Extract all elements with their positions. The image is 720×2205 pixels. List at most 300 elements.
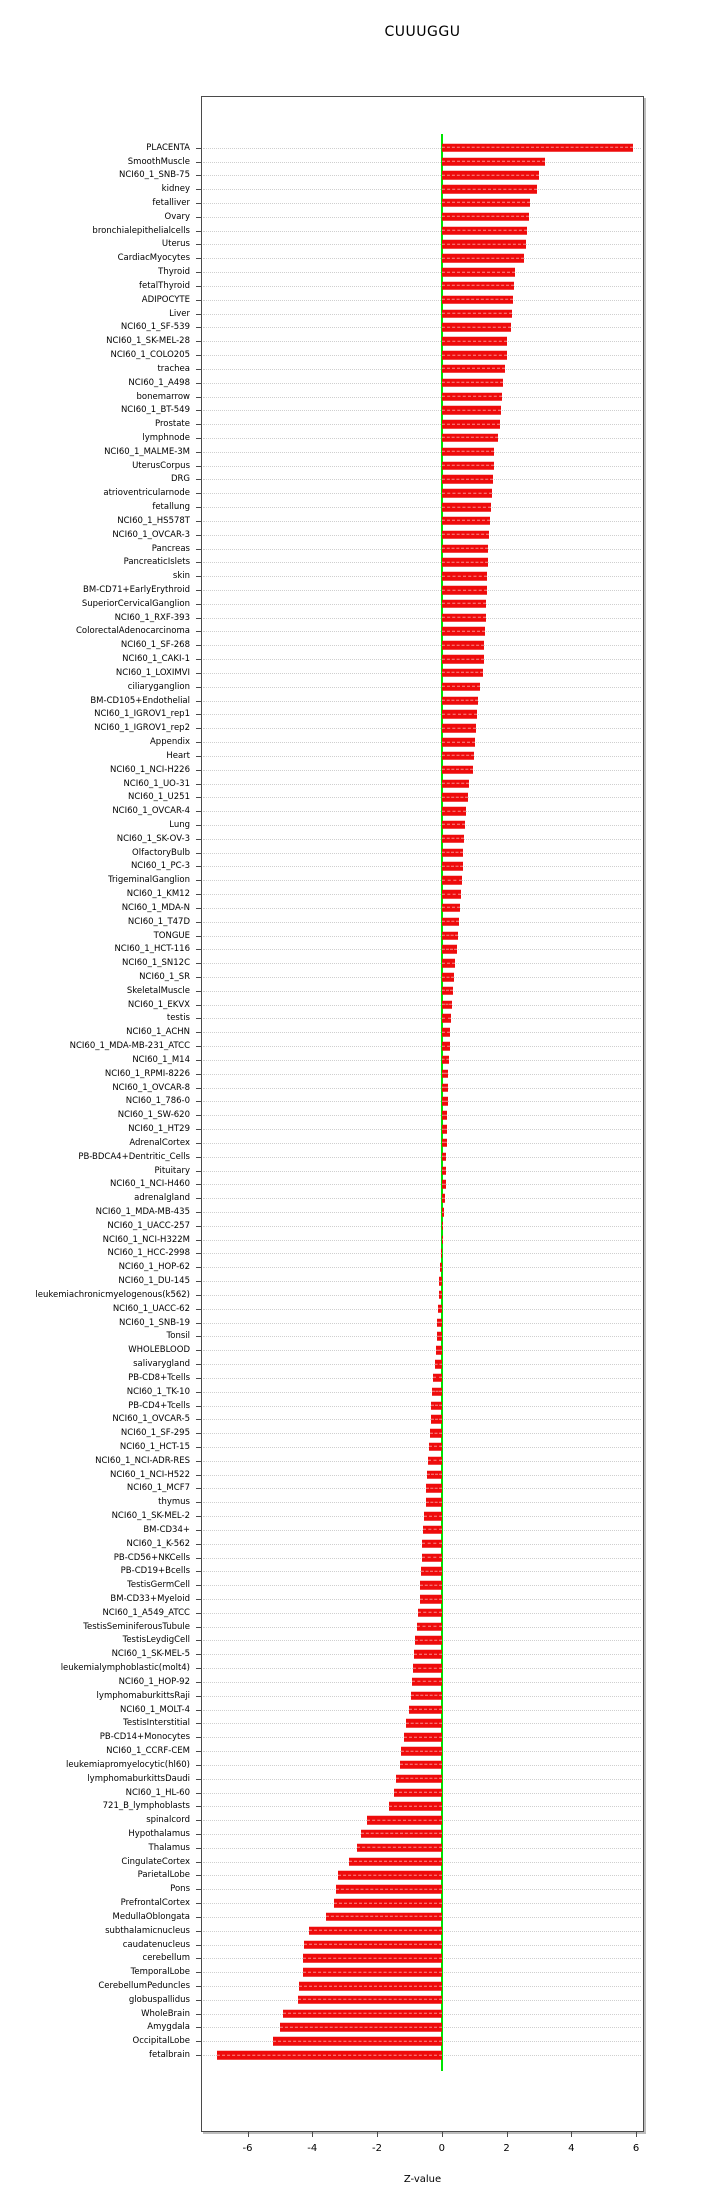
chart-row: [0, 528, 720, 542]
bar: [409, 1705, 441, 1714]
chart-row: [0, 694, 720, 708]
bar: [326, 1913, 442, 1922]
gridline: [203, 936, 641, 937]
y-axis-tick: [196, 217, 202, 218]
chart-row: [0, 984, 720, 998]
y-axis-tick: [196, 2014, 202, 2015]
gridline: [203, 1157, 641, 1158]
y-axis-tick: [196, 1599, 202, 1600]
category-label: Liver: [169, 308, 190, 319]
gridline: [203, 507, 641, 508]
y-axis-tick: [196, 1350, 202, 1351]
bar: [429, 1443, 441, 1452]
category-label: NCI60_1_OVCAR-5: [112, 1414, 190, 1425]
gridline: [203, 272, 641, 273]
bar: [361, 1830, 442, 1839]
category-label: NCI60_1_U251: [128, 792, 190, 803]
chart-row: [0, 265, 720, 279]
chart-row: [0, 1979, 720, 1993]
gridline: [203, 314, 641, 315]
chart-row: [0, 279, 720, 293]
gridline: [203, 1129, 641, 1130]
gridline: [203, 659, 641, 660]
gridline: [203, 1060, 641, 1061]
bar: [442, 1000, 452, 1009]
y-axis-tick: [196, 1461, 202, 1462]
chart-row: [0, 1896, 720, 1910]
bar: [442, 1056, 449, 1065]
category-label: PB-CD8+Tcells: [128, 1372, 190, 1383]
gridline: [203, 189, 641, 190]
category-label: DRG: [170, 474, 190, 485]
x-axis-tick: [377, 2132, 378, 2137]
category-label: NCI60_1_SW-620: [117, 1109, 190, 1120]
category-label: TestisLeydigCell: [122, 1635, 190, 1646]
chart-row: [0, 1385, 720, 1399]
bar: [431, 1401, 441, 1410]
bar: [442, 351, 507, 360]
bar: [401, 1747, 441, 1756]
bar: [415, 1636, 442, 1645]
category-label: Pancreas: [151, 543, 190, 554]
category-label: spinalcord: [146, 1814, 190, 1825]
bar: [442, 821, 465, 830]
bar: [430, 1429, 442, 1438]
y-axis-tick: [196, 1129, 202, 1130]
y-axis-tick: [196, 383, 202, 384]
chart-row: [0, 1482, 720, 1496]
x-tick-label: 6: [632, 2143, 640, 2154]
bar: [442, 765, 473, 774]
chart-row: [0, 307, 720, 321]
gridline: [203, 1143, 641, 1144]
bar: [217, 2051, 442, 2060]
y-axis-tick: [196, 549, 202, 550]
category-label: SuperiorCervicalGanglion: [81, 598, 190, 609]
category-label: fetalThyroid: [139, 280, 190, 291]
bar: [442, 1222, 444, 1231]
y-axis-tick: [196, 770, 202, 771]
chart-row: [0, 1440, 720, 1454]
gridline: [203, 770, 641, 771]
bar: [442, 365, 505, 374]
gridline: [203, 1226, 641, 1227]
gridline: [203, 217, 641, 218]
chart-row: [0, 1910, 720, 1924]
y-axis-tick: [196, 1295, 202, 1296]
bar: [432, 1387, 442, 1396]
x-tick-label: -6: [242, 2143, 253, 2154]
bar: [442, 627, 485, 636]
chart-row: [0, 970, 720, 984]
category-label: lymphnode: [142, 432, 190, 443]
y-axis-tick: [196, 825, 202, 826]
category-label: NCI60_1_MDA-MB-435: [95, 1206, 190, 1217]
gridline: [203, 562, 641, 563]
chart-row: [0, 473, 720, 487]
chart-row: [0, 2034, 720, 2048]
gridline: [203, 535, 641, 536]
bar: [303, 1968, 442, 1977]
bar: [442, 489, 492, 498]
gridline: [203, 894, 641, 895]
category-label: NCI60_1_UACC-62: [112, 1303, 190, 1314]
chart-row: [0, 1606, 720, 1620]
y-axis-tick: [196, 1433, 202, 1434]
category-label: NCI60_1_SK-OV-3: [116, 833, 190, 844]
y-axis-tick: [196, 1406, 202, 1407]
chart-row: [0, 1233, 720, 1247]
y-axis-tick: [196, 1820, 202, 1821]
category-label: ADIPOCYTE: [141, 294, 190, 305]
y-axis-tick: [196, 341, 202, 342]
category-label: Heart: [166, 750, 190, 761]
x-axis-tick: [571, 2132, 572, 2137]
y-axis-tick: [196, 1558, 202, 1559]
chart-row: [0, 403, 720, 417]
y-axis-tick: [196, 1018, 202, 1019]
y-axis-tick: [196, 1184, 202, 1185]
chart-row: [0, 1661, 720, 1675]
category-label: NCI60_1_HT29: [128, 1123, 190, 1134]
category-label: NCI60_1_SK-MEL-5: [111, 1649, 190, 1660]
y-axis-tick: [196, 659, 202, 660]
y-axis-tick: [196, 1530, 202, 1531]
chart-row: [0, 708, 720, 722]
bar: [411, 1692, 442, 1701]
chart-row: [0, 873, 720, 887]
category-label: globuspallidus: [128, 1994, 190, 2005]
bar: [442, 1083, 448, 1092]
bar: [442, 973, 454, 982]
gridline: [203, 1212, 641, 1213]
chart-row: [0, 1924, 720, 1938]
category-label: PB-CD4+Tcells: [128, 1400, 190, 1411]
category-label: Amygdala: [147, 2022, 190, 2033]
gridline: [203, 1088, 641, 1089]
chart-row: [0, 1108, 720, 1122]
gridline: [203, 452, 641, 453]
y-axis-tick: [196, 811, 202, 812]
gridline: [203, 1530, 641, 1531]
y-axis-tick: [196, 936, 202, 937]
bar: [418, 1609, 441, 1618]
x-tick-label: -4: [307, 2143, 318, 2154]
y-axis-tick: [196, 1627, 202, 1628]
y-axis-tick: [196, 853, 202, 854]
gridline: [203, 839, 641, 840]
y-axis-tick: [196, 2041, 202, 2042]
gridline: [203, 341, 641, 342]
category-label: CerebellumPeduncles: [98, 1980, 190, 1991]
bar: [299, 1982, 441, 1991]
gridline: [203, 576, 641, 577]
chart-row: [0, 956, 720, 970]
chart-row: [0, 1136, 720, 1150]
bar: [442, 309, 513, 318]
chart-row: [0, 542, 720, 556]
category-label: Lung: [169, 819, 190, 830]
bar: [442, 1028, 450, 1037]
chart-row: [0, 1689, 720, 1703]
chart-row: [0, 362, 720, 376]
chart-row: [0, 2048, 720, 2062]
category-label: NCI60_1_NCI-ADR-RES: [95, 1455, 190, 1466]
category-label: NCI60_1_SR: [139, 971, 190, 982]
bar: [334, 1899, 442, 1908]
y-axis-tick: [196, 1917, 202, 1918]
category-label: BM-CD34+: [143, 1524, 190, 1535]
bar: [412, 1678, 442, 1687]
bar: [280, 2023, 442, 2032]
category-label: cerebellum: [142, 1953, 190, 1964]
bar: [336, 1885, 442, 1894]
bar: [438, 1305, 442, 1314]
category-label: Thyroid: [158, 266, 190, 277]
bar: [417, 1622, 442, 1631]
category-label: 721_B_lymphoblasts: [102, 1801, 190, 1812]
y-axis-tick: [196, 1419, 202, 1420]
chart-row: [0, 1537, 720, 1551]
category-label: NCI60_1_NCI-H460: [109, 1179, 190, 1190]
chart-row: [0, 1274, 720, 1288]
bar: [442, 406, 501, 415]
chart-row: [0, 1495, 720, 1509]
gridline: [203, 1198, 641, 1199]
gridline: [203, 162, 641, 163]
gridline: [203, 327, 641, 328]
y-axis-tick: [196, 1143, 202, 1144]
category-label: ColorectalAdenocarcinoma: [76, 626, 190, 637]
bar: [442, 1194, 445, 1203]
chart-row: [0, 915, 720, 929]
bar: [442, 655, 484, 664]
gridline: [203, 991, 641, 992]
gridline: [203, 922, 641, 923]
category-label: NCI60_1_HCC-2998: [107, 1248, 190, 1259]
category-label: trachea: [157, 363, 190, 374]
y-axis-tick: [196, 1903, 202, 1904]
bar: [442, 904, 460, 913]
gridline: [203, 1475, 641, 1476]
gridline: [203, 1350, 641, 1351]
y-axis-tick: [196, 1253, 202, 1254]
chart-row: [0, 1095, 720, 1109]
category-label: NCI60_1_RXF-393: [114, 612, 190, 623]
chart-row: [0, 625, 720, 639]
gridline: [203, 797, 641, 798]
bar: [442, 1180, 446, 1189]
bar: [441, 1249, 442, 1258]
category-label: TestisInterstitial: [123, 1718, 190, 1729]
y-axis-tick: [196, 397, 202, 398]
bar: [437, 1318, 442, 1327]
chart-row: [0, 1288, 720, 1302]
category-label: NCI60_1_DU-145: [118, 1275, 190, 1286]
y-axis-tick: [196, 2000, 202, 2001]
gridline: [203, 203, 641, 204]
category-label: Uterus: [161, 239, 190, 250]
y-axis-tick: [196, 1157, 202, 1158]
y-axis-tick: [196, 244, 202, 245]
category-label: NCI60_1_OVCAR-4: [112, 805, 190, 816]
y-axis-tick: [196, 2027, 202, 2028]
gridline: [203, 853, 641, 854]
y-axis-tick: [196, 1945, 202, 1946]
category-label: bronchialepithelialcells: [92, 225, 190, 236]
chart-row: [0, 1205, 720, 1219]
chart-row: [0, 1869, 720, 1883]
bar: [442, 475, 493, 484]
chart-row: [0, 942, 720, 956]
chart-row: [0, 1993, 720, 2007]
gridline: [203, 1419, 641, 1420]
gridline: [203, 1281, 641, 1282]
y-axis-tick: [196, 1226, 202, 1227]
chart-row: [0, 1343, 720, 1357]
category-label: NCI60_1_MDA-N: [121, 902, 190, 913]
gridline: [203, 604, 641, 605]
y-axis-tick: [196, 631, 202, 632]
category-label: BM-CD33+Myeloid: [110, 1593, 190, 1604]
category-label: TemporalLobe: [130, 1966, 190, 1977]
y-axis-tick: [196, 1931, 202, 1932]
bar: [442, 917, 459, 926]
category-label: NCI60_1_HOP-62: [118, 1262, 190, 1273]
category-label: NCI60_1_CCRF-CEM: [106, 1745, 190, 1756]
category-label: NCI60_1_HS578T: [117, 515, 190, 526]
y-axis-tick: [196, 1889, 202, 1890]
chart-row: [0, 1951, 720, 1965]
bar: [442, 544, 489, 553]
bar: [442, 1125, 447, 1134]
chart-row: [0, 390, 720, 404]
y-axis-tick: [196, 1544, 202, 1545]
category-label: NCI60_1_MDA-MB-231_ATCC: [69, 1040, 190, 1051]
y-axis-tick: [196, 258, 202, 259]
y-axis-tick: [196, 438, 202, 439]
category-label: NCI60_1_UACC-257: [107, 1220, 190, 1231]
y-axis-tick: [196, 1668, 202, 1669]
chart-row: [0, 887, 720, 901]
gridline: [203, 1267, 641, 1268]
category-label: Thalamus: [148, 1842, 190, 1853]
y-axis-tick: [196, 479, 202, 480]
category-label: BM-CD105+Endothelial: [90, 695, 190, 706]
gridline: [203, 549, 641, 550]
bar: [442, 157, 546, 166]
gridline: [203, 1253, 641, 1254]
category-label: OccipitalLobe: [132, 2036, 190, 2047]
chart-row: [0, 1357, 720, 1371]
y-axis-tick: [196, 1447, 202, 1448]
category-label: leukemiapromyelocytic(hl60): [66, 1759, 190, 1770]
y-axis-tick: [196, 880, 202, 881]
gridline: [203, 811, 641, 812]
y-axis-tick: [196, 231, 202, 232]
gridline: [203, 258, 641, 259]
bar: [304, 1940, 442, 1949]
bar: [442, 779, 470, 788]
chart-row: [0, 1191, 720, 1205]
category-label: NCI60_1_EKVX: [127, 999, 190, 1010]
category-label: ciliaryganglion: [127, 681, 190, 692]
bar: [367, 1816, 441, 1825]
chart-row: [0, 2007, 720, 2021]
y-axis-tick: [196, 1392, 202, 1393]
chart-row: [0, 486, 720, 500]
chart-row: [0, 1260, 720, 1274]
y-axis-tick: [196, 673, 202, 674]
category-label: NCI60_1_SF-268: [120, 640, 190, 651]
gridline: [203, 300, 641, 301]
y-axis-tick: [196, 1986, 202, 1987]
category-label: adrenalgland: [134, 1192, 190, 1203]
x-axis-tick: [636, 2132, 637, 2137]
category-label: WHOLEBLOOD: [128, 1344, 190, 1355]
category-label: leukemialymphoblastic(molt4): [60, 1662, 190, 1673]
y-axis-tick: [196, 1723, 202, 1724]
category-label: Prostate: [154, 418, 190, 429]
category-label: bonemarrow: [136, 391, 190, 402]
chart-row: [0, 1772, 720, 1786]
y-axis-tick: [196, 839, 202, 840]
x-tick-label: -2: [372, 2143, 383, 2154]
y-axis-tick: [196, 963, 202, 964]
y-axis-tick: [196, 1958, 202, 1959]
chart-row: [0, 1813, 720, 1827]
bar: [442, 1042, 450, 1051]
y-axis-tick: [196, 1115, 202, 1116]
chart-row: [0, 901, 720, 915]
chart-row: [0, 459, 720, 473]
category-label: SkeletalMuscle: [126, 985, 190, 996]
gridline: [203, 231, 641, 232]
chart-row: [0, 1620, 720, 1634]
category-label: MedullaOblongata: [112, 1911, 190, 1922]
category-label: NCI60_1_BT-549: [120, 405, 190, 416]
category-label: NCI60_1_MCF7: [126, 1483, 190, 1494]
gridline: [203, 424, 641, 425]
category-label: NCI60_1_COLO205: [110, 349, 190, 360]
bar: [436, 1346, 442, 1355]
chart-row: [0, 141, 720, 155]
y-axis-tick: [196, 1336, 202, 1337]
chart-row: [0, 1468, 720, 1482]
chart-row: [0, 1399, 720, 1413]
category-label: NCI60_1_UO-31: [123, 778, 190, 789]
y-axis-tick: [196, 1074, 202, 1075]
bar: [442, 295, 513, 304]
category-label: NCI60_1_MOLT-4: [119, 1704, 190, 1715]
gridline: [203, 1433, 641, 1434]
bar: [439, 1291, 442, 1300]
category-label: leukemiachronicmyelogenous(k562): [35, 1289, 190, 1300]
gridline: [203, 1115, 641, 1116]
gridline: [203, 1032, 641, 1033]
y-axis-tick: [196, 604, 202, 605]
bar: [420, 1595, 442, 1604]
bar: [442, 392, 502, 401]
category-label: NCI60_1_M14: [132, 1054, 190, 1065]
bar: [442, 641, 484, 650]
y-axis-tick: [196, 1005, 202, 1006]
bar: [437, 1332, 442, 1341]
category-label: NCI60_1_HL-60: [125, 1787, 190, 1798]
bar: [424, 1512, 441, 1521]
category-label: NCI60_1_SF-295: [120, 1427, 190, 1438]
gridline: [203, 244, 641, 245]
